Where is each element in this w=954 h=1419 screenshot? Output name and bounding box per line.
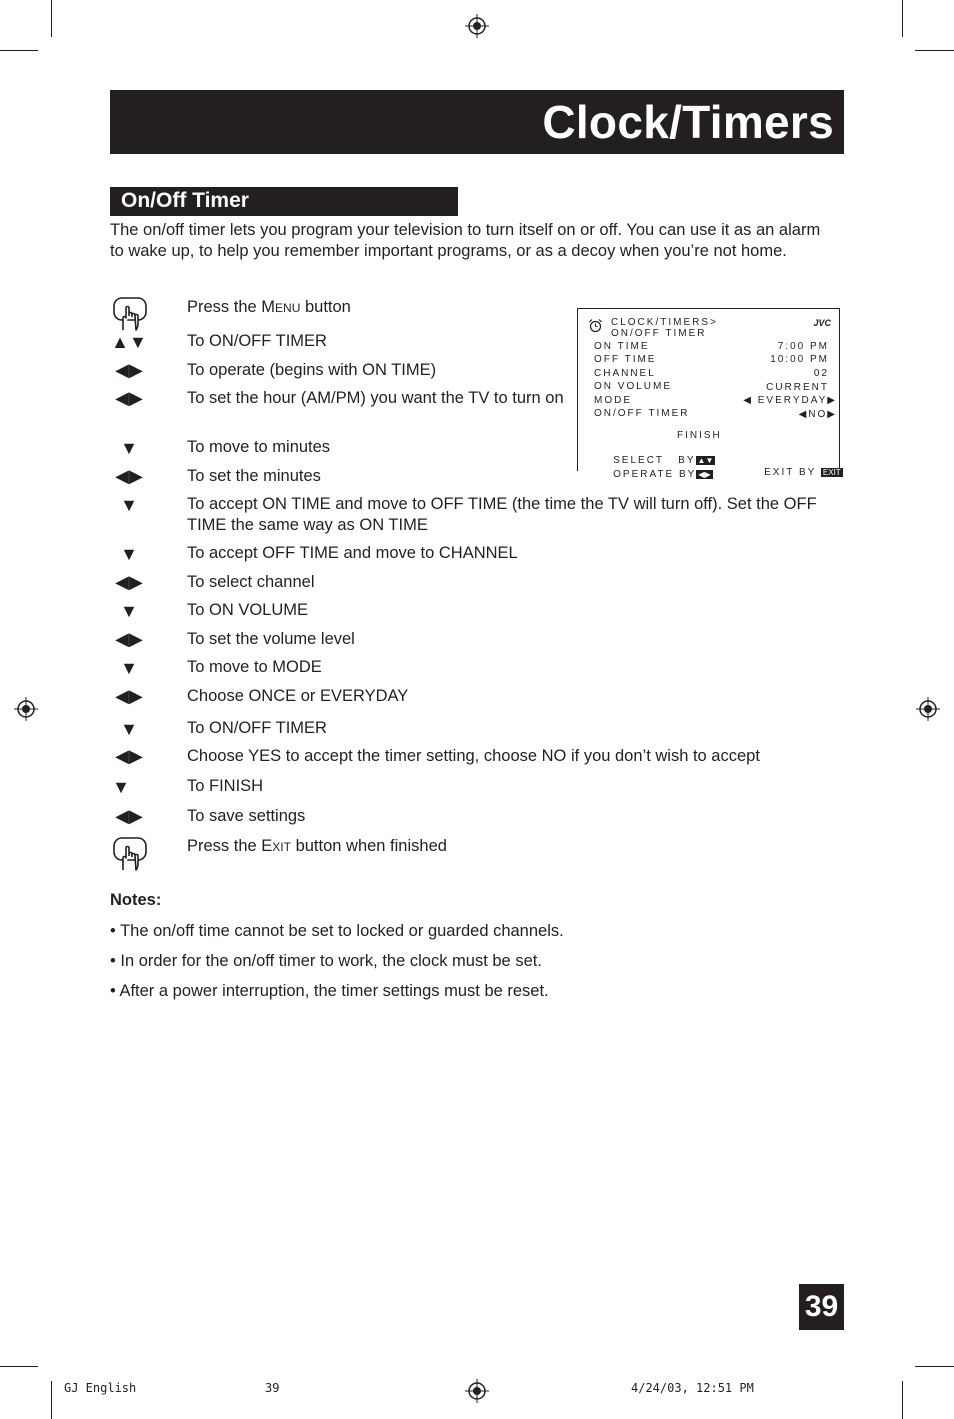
left-right-arrow-icon: ◀▶	[115, 686, 143, 706]
down-arrow-icon: ▼	[120, 658, 138, 678]
crop-mark	[902, 1381, 903, 1419]
step-text: To move to MODE	[187, 658, 322, 676]
step-text: Press the Exit button when finished	[187, 837, 447, 855]
osd-breadcrumb: CLOCK/TIMERS>	[611, 317, 718, 328]
registration-mark-icon	[465, 1379, 489, 1403]
step-text: Press the Menu button	[187, 298, 351, 316]
left-right-arrow-icon: ◀▶	[115, 806, 143, 826]
left-right-arrow-icon: ◀▶	[115, 746, 143, 766]
section-title-bar	[110, 187, 458, 216]
registration-mark-icon	[916, 697, 940, 721]
osd-row-label: MODE	[594, 395, 632, 406]
down-arrow-icon: ▼	[112, 777, 130, 797]
section-title: On/Off Timer	[121, 189, 249, 212]
osd-row-label: CHANNEL	[594, 368, 656, 379]
step-text: To set the volume level	[187, 630, 355, 648]
step-text: To ON VOLUME	[187, 601, 309, 619]
osd-row-label: ON/OFF TIMER	[594, 408, 690, 419]
osd-row-label: ON TIME	[594, 341, 650, 352]
down-arrow-icon: ▼	[120, 601, 138, 621]
registration-mark-icon	[14, 697, 38, 721]
hand-icon	[112, 296, 148, 332]
osd-select-hint: SELECT BY ▲▼	[613, 455, 714, 466]
step-text: To accept ON TIME and move to OFF TIME (the time the TV will turn off). Set the OFF TIME the same way as ON TIME	[187, 495, 817, 534]
down-arrow-icon: ▼	[120, 438, 138, 458]
note-item: • In order for the on/off timer to work, the clock must be set.	[110, 952, 542, 970]
osd-exit-hint: EXIT BY EXIT	[764, 467, 841, 478]
crop-mark	[51, 1381, 52, 1419]
up-down-arrow-icon: ▲▼	[111, 332, 147, 352]
step-text: To FINISH	[187, 777, 264, 795]
osd-brand: JVC	[813, 318, 831, 328]
down-arrow-icon: ▼	[120, 495, 138, 515]
note-item: • The on/off time cannot be set to locked or guarded channels.	[110, 922, 564, 940]
osd-row-label: ON VOLUME	[594, 381, 673, 392]
down-arrow-icon: ▼	[120, 544, 138, 564]
note-item: • After a power interruption, the timer settings must be reset.	[110, 982, 549, 1000]
step-text: To set the hour (AM/PM) you want the TV to turn on	[187, 389, 564, 407]
crop-mark	[915, 1366, 954, 1367]
down-arrow-icon: ▼	[120, 719, 138, 739]
crop-mark	[915, 50, 954, 51]
step-text: To ON/OFF TIMER	[187, 332, 327, 350]
step-text: To accept OFF TIME and move to CHANNEL	[187, 544, 518, 562]
page-number: 39	[799, 1284, 844, 1330]
osd-row-value: ◀NO▶	[798, 409, 837, 420]
step-text: Choose ONCE or EVERYDAY	[187, 687, 409, 705]
notes-heading: Notes:	[110, 891, 162, 909]
left-right-arrow-icon: ◀▶	[115, 466, 143, 486]
intro-paragraph: The on/off timer lets you program your television to turn itself on or off. You can use it as an alarm to wake up, to help you remember important programs, or as a decoy when you’re not home.	[110, 221, 821, 260]
osd-row-value: CURRENT	[766, 382, 829, 393]
osd-subtitle: ON/OFF TIMER	[611, 328, 707, 339]
hand-icon	[112, 836, 148, 872]
osd-row-value: 02	[813, 368, 829, 379]
registration-mark-icon	[465, 14, 489, 38]
crop-mark	[902, 0, 903, 37]
osd-row-value: 10:00 PM	[770, 354, 829, 365]
step-text: Choose YES to accept the timer setting, choose NO if you don’t wish to accept	[187, 747, 760, 765]
exit-key-icon: EXIT	[822, 467, 841, 477]
left-right-key-icon: ◀▶	[698, 469, 711, 479]
step-text: To ON/OFF TIMER	[187, 719, 327, 737]
page-title: Clock/Timers	[542, 96, 834, 148]
osd-finish: FINISH	[677, 430, 722, 441]
crop-mark	[0, 50, 38, 51]
crop-mark	[0, 1366, 38, 1367]
osd-menu-screen	[577, 308, 841, 480]
crop-mark	[51, 0, 52, 37]
footer-right: 4/24/03, 12:51 PM	[631, 1381, 754, 1395]
up-down-key-icon: ▲▼	[697, 455, 714, 465]
left-right-arrow-icon: ◀▶	[115, 629, 143, 649]
page-title-bar	[110, 90, 844, 154]
left-right-arrow-icon: ◀▶	[115, 388, 143, 408]
osd-operate-hint: OPERATE BY ◀▶	[613, 469, 711, 480]
left-right-arrow-icon: ◀▶	[115, 360, 143, 380]
step-text: To operate (begins with ON TIME)	[187, 361, 437, 379]
osd-row-value: 7:00 PM	[777, 341, 829, 352]
osd-row-label: OFF TIME	[594, 354, 657, 365]
alarm-clock-icon	[588, 318, 603, 333]
step-text: To save settings	[187, 807, 306, 825]
left-right-arrow-icon: ◀▶	[115, 572, 143, 592]
step-text: To move to minutes	[187, 438, 331, 456]
step-text: To select channel	[187, 573, 315, 591]
step-text: To set the minutes	[187, 467, 321, 485]
footer-left: GJ English	[64, 1381, 137, 1395]
footer-middle: 39	[265, 1381, 280, 1395]
osd-row-value: ◀ EVERYDAY▶	[743, 395, 837, 406]
